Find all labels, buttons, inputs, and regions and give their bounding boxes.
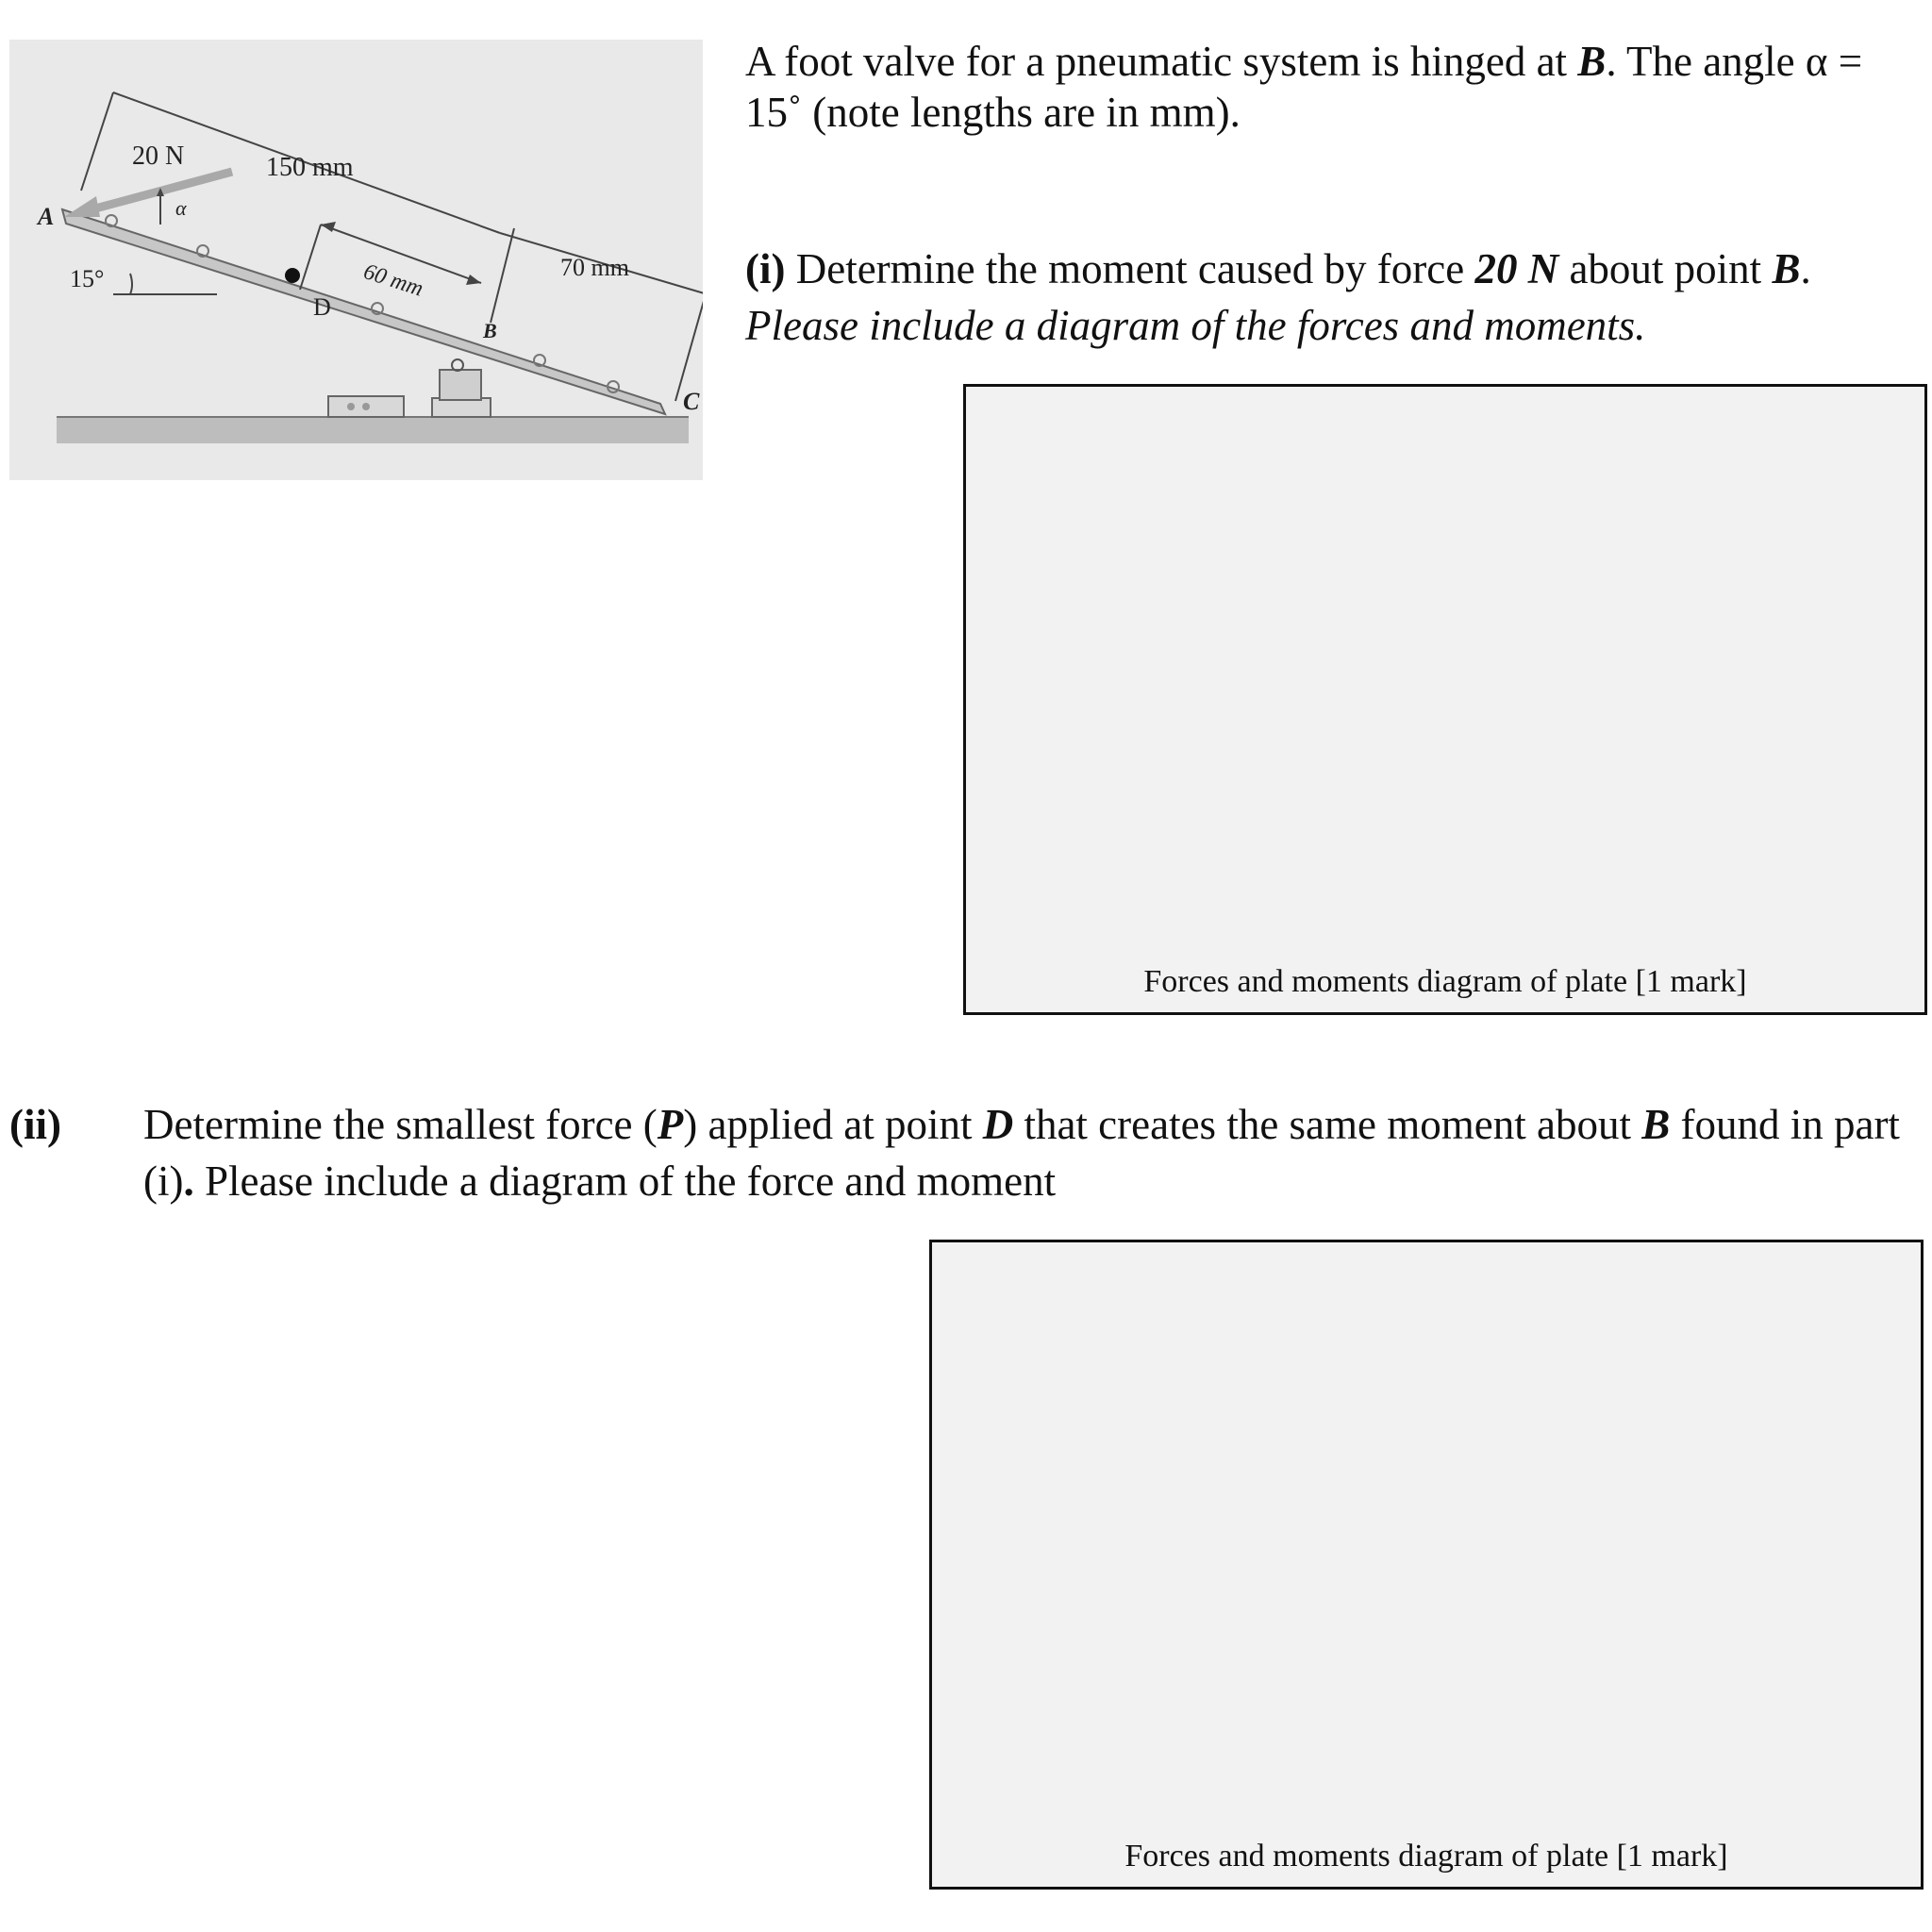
pedestal xyxy=(440,370,481,400)
intro-text-1: A foot valve for a pneumatic system is hinged at xyxy=(745,38,1578,85)
part-2-text-1: Determine the smallest force ( xyxy=(143,1101,658,1148)
part-2-text-2: ) applied at point xyxy=(683,1101,983,1148)
ground xyxy=(57,417,689,443)
force-arrow xyxy=(85,172,232,211)
part-2-text-4: found in part (i) xyxy=(143,1101,1900,1205)
part-1-number: (i) xyxy=(745,245,786,292)
foot-valve-figure xyxy=(9,40,703,480)
question-part-1 xyxy=(745,241,1915,354)
part-2-number: (ii) xyxy=(9,1101,61,1148)
point-b-label: B xyxy=(483,319,497,342)
answer-box-2-caption: Forces and moments diagram of plate [1 mark] xyxy=(1124,1839,1728,1874)
part-1-text-3: . xyxy=(1800,245,1811,292)
part-2-period: . xyxy=(183,1158,194,1205)
point-d-label: D xyxy=(313,293,331,321)
part-1-point: B xyxy=(1772,245,1801,292)
length-150-label: 150 mm xyxy=(266,153,354,182)
point-c-label: C xyxy=(683,388,700,415)
part-1-text-1: Determine the moment caused by force xyxy=(785,245,1475,292)
angle-label: 15° xyxy=(70,265,105,292)
alpha-label: α xyxy=(175,196,187,220)
force-arrowhead xyxy=(64,196,100,217)
intro-text-2: . The angle α = 15˚ (note lengths are in mm). xyxy=(745,38,1863,136)
force-label: 20 N xyxy=(132,142,185,171)
problem-intro xyxy=(745,36,1915,138)
question-part-2 xyxy=(143,1096,1917,1209)
length-70-label: 70 mm xyxy=(560,254,629,281)
length-60-label: 60 mm xyxy=(360,258,426,302)
part-2-text-5: Please include a diagram of the force and moment xyxy=(193,1158,1057,1205)
answer-box-1[interactable] xyxy=(963,384,1927,1015)
intro-point-b: B xyxy=(1577,38,1607,85)
answer-box-2[interactable] xyxy=(929,1240,1924,1890)
part-1-text-2: about point xyxy=(1558,245,1773,292)
part-2-force-p: P xyxy=(657,1101,684,1148)
part-2-text-3: that creates the same moment about xyxy=(1013,1101,1642,1148)
part-1-instruction: Please include a diagram of the forces and moments. xyxy=(745,302,1646,349)
foot-valve-diagram xyxy=(9,40,703,480)
part-2-point-d: D xyxy=(982,1101,1014,1148)
part-1-force: 20 N xyxy=(1474,245,1559,292)
answer-box-1-caption: Forces and moments diagram of plate [1 mark] xyxy=(1143,964,1747,999)
part-2-point-b: B xyxy=(1641,1101,1671,1148)
point-d-marker xyxy=(285,268,300,283)
point-a-label: A xyxy=(38,203,55,230)
